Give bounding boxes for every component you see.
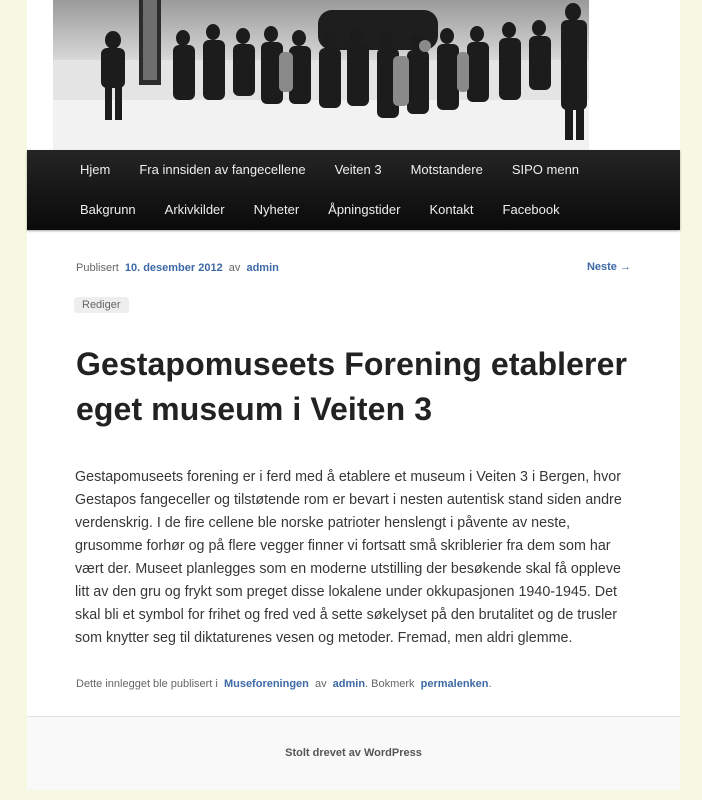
nav-item-bakgrunn[interactable]: Bakgrunn [80, 202, 136, 217]
nav-item-fra-innsiden[interactable]: Fra innsiden av fangecellene [139, 162, 306, 177]
permalink-link[interactable]: permalenken [420, 678, 489, 690]
nav-item-kontakt[interactable]: Kontakt [429, 202, 474, 217]
nav-item-sipo-menn[interactable]: SIPO menn [511, 162, 580, 177]
by-label: av [228, 262, 241, 274]
nav-item-apningstider[interactable]: Åpningstider [328, 202, 401, 217]
nav-item-hjem[interactable]: Hjem [80, 162, 111, 177]
entry-meta [76, 262, 279, 274]
nav-item-arkivkilder[interactable]: Arkivkilder [164, 202, 225, 217]
post-date-link[interactable]: 10. desember 2012 [124, 262, 223, 274]
utility-by: av [314, 678, 327, 690]
published-label: Publisert [76, 262, 119, 274]
nav-item-veiten-3[interactable]: Veiten 3 [334, 162, 382, 177]
utility-end: . [488, 678, 492, 690]
site-footer [27, 716, 680, 790]
nav-row-2 [27, 190, 574, 230]
entry-footer-meta [76, 678, 492, 690]
bookmark-label: . Bokmerk [365, 678, 415, 690]
utility-author-link[interactable]: admin [332, 678, 366, 690]
author-link[interactable]: admin [246, 262, 279, 274]
edit-button[interactable]: Rediger [74, 297, 129, 313]
page [27, 0, 680, 790]
nav-item-nyheter[interactable]: Nyheter [253, 202, 300, 217]
utility-prefix: Dette innlegget ble publisert i [76, 678, 218, 690]
main-navigation [27, 150, 680, 230]
post-body: Gestapomuseets forening er i ferd med å etablere et museum i Veiten 3 i Bergen, hvor Gestapos fangeceller og tilstøtende rom er bevart i nesten autentisk stand siden andre verdenskrig. I de fire cellene ble norske patrioter henslengt i påvente av neste, grusomme forhør og på flere vegger finner vi fortsatt små skriblerier fra dem som har vært der. Museet planlegges som en moderne utstilling der besøkende skal få oppleve litt av den gru og frykt som preget disse lokalene under okkupasjonen 1940-1945. Det skal bli et symbol for frihet og fred ved å sette søkelyset på den brutalitet og de trusler som knytter seg til diktaturenes vesen og metoder. Fremad, men aldri glemme. [75, 469, 622, 646]
header-photo-image [53, 0, 589, 150]
nav-row-1 [27, 150, 594, 190]
header-photo[interactable] [53, 0, 589, 150]
wordpress-credit-link[interactable]: Stolt drevet av WordPress [285, 747, 422, 759]
nav-item-motstandere[interactable]: Motstandere [410, 162, 483, 177]
next-post-link[interactable]: Neste → [586, 261, 631, 273]
post-title: Gestapomuseets Forening etablerer eget museum i Veiten 3 [76, 346, 628, 427]
category-link[interactable]: Museforeningen [223, 678, 309, 690]
nav-item-facebook[interactable]: Facebook [502, 202, 560, 217]
